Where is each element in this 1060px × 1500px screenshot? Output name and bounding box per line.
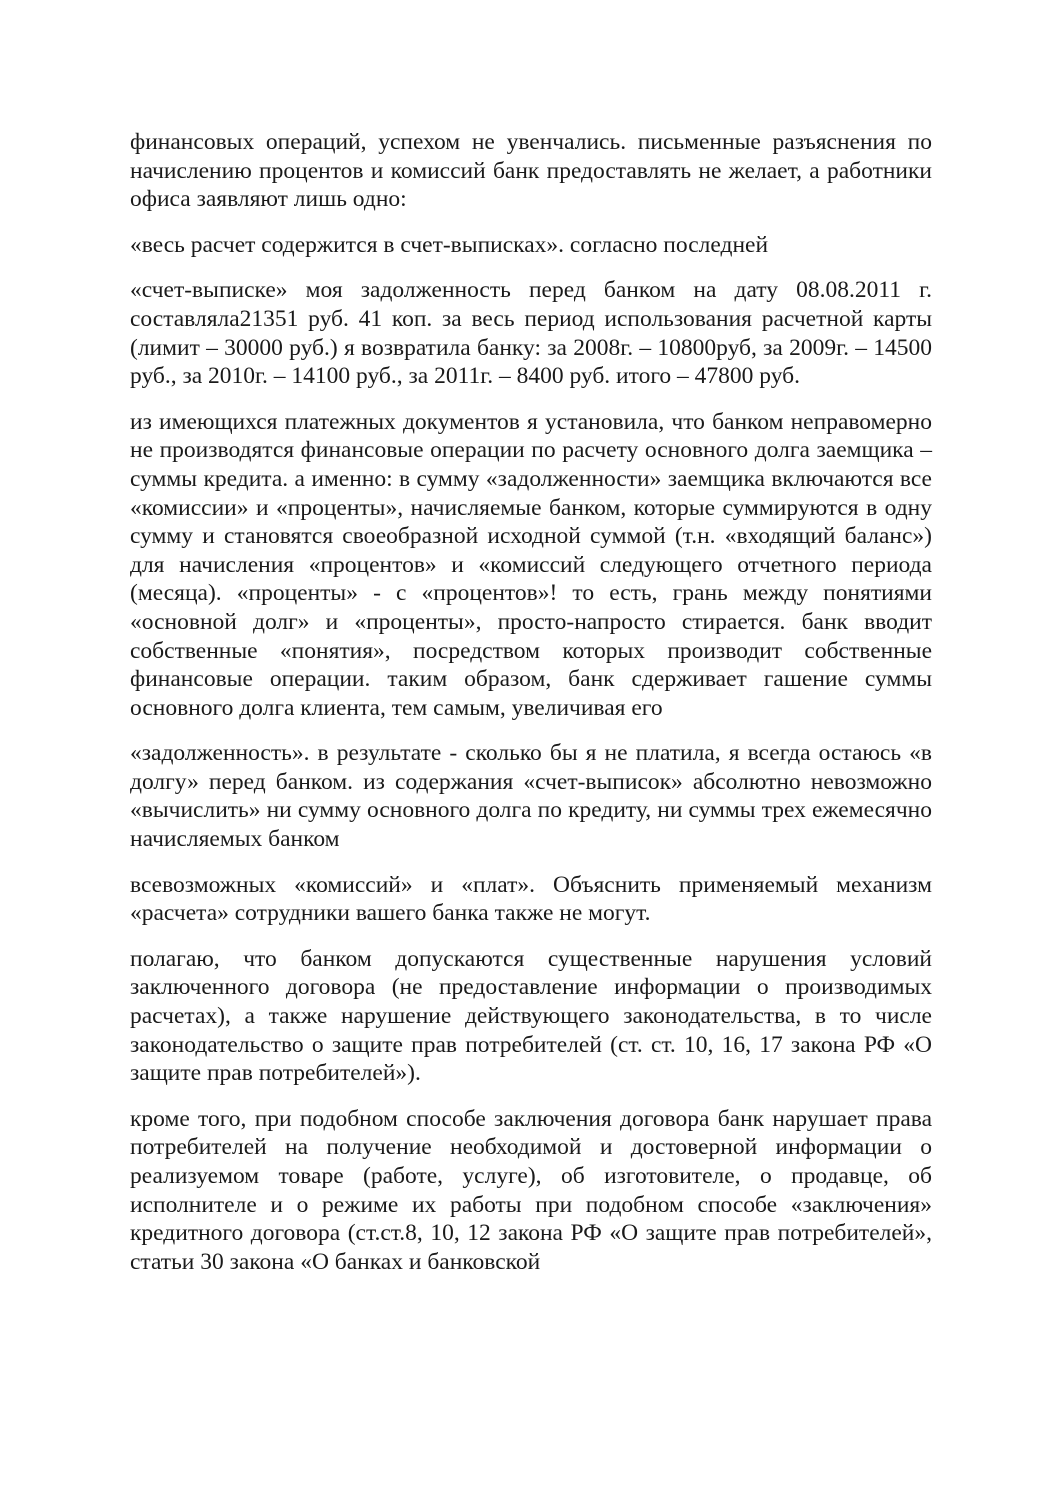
- paragraph-1: финансовых операций, успехом не увенчались. письменные разъяснения по начислению процентов и комиссий банк предоставлять не желает, а работники офиса заявляют лишь одно:: [130, 129, 932, 213]
- document-body: [130, 128, 932, 1293]
- paragraph-2: «весь расчет содержится в счет-выписках». согласно последней: [130, 231, 769, 258]
- paragraph-5: «задолженность». в результате - сколько бы я не платила, я всегда остаюсь «в долгу» перед банком. из содержания «счет-выписок» абсолютно невозможно «вычислить» ни сумму основного долга по кредиту, ни суммы трех ежемесячно начисляемых банком: [130, 740, 932, 853]
- paragraph-6: всевозможных «комиссий» и «плат». Объяснить применяемый механизм «расчета» сотрудники вашего банка также не могут.: [130, 871, 932, 927]
- paragraph-8: кроме того, при подобном способе заключения договора банк нарушает права потребителей на получение необходимой и достоверной информации о реализуемом товаре (работе, услуге), об изготовителе, о продавце, об исполнителе и о режиме их работы при подобном способе «заключения» кредитного договора (ст.ст.8, 10, 12 закона РФ «О защите прав потребителей», статьи 30 закона «О банках и банковской: [130, 1105, 932, 1275]
- paragraph-7: полагаю, что банком допускаются существенные нарушения условий заключенного договора (не предоставление информации о производимых расчетах), а также нарушение действующего законодательства, в то числе законодательство о защите прав потребителей (ст. ст. 10, 16, 17 закона РФ «О защите прав потребителей»).: [130, 945, 932, 1087]
- paragraph-3: «счет-выписке» моя задолженность перед банком на дату 08.08.2011 г. составляла21351 руб. 41 коп. за весь период использования расчетной карты (лимит – 30000 руб.) я возвратила банку: за 2008г. – 10800руб, за 2009г. – 14500 руб., за 2010г. – 14100 руб., за 2011г. – 8400 руб. итого – 47800 руб.: [130, 277, 932, 390]
- paragraph-4: из имеющихся платежных документов я установила, что банком неправомерно не производятся финансовые операции по расчету основного долга заемщика – суммы кредита. а именно: в сумму «задолженности» заемщика включаются все «комиссии» и «проценты», начисляемые банком, которые суммируются в одну сумму и становятся своеобразной исходной суммой (т.н. «входящий баланс») для начисления «процентов» и «комиссий следующего отчетного периода (месяца). «проценты» - с «процентов»! то есть, грань между понятиями «основной долг» и «проценты», просто-напросто стирается. банк вводит собственные «понятия», посредством которых производит собственные финансовые операции. таким образом, банк сдерживает гашение суммы основного долга клиента, тем самым, увеличивая его: [130, 408, 932, 721]
